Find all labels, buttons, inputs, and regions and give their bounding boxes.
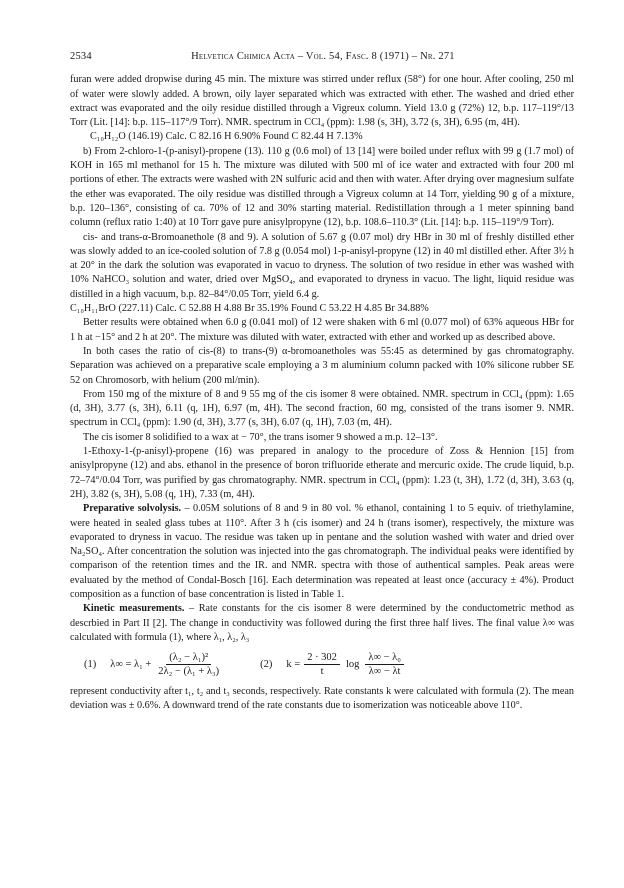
paragraph: The cis isomer 8 solidified to a wax at − 70°, the trans isomer 9 showed a m.p. 12–13°.	[83, 431, 438, 443]
paragraph: 1-Ethoxy-1-(p-anisyl)-propene (16) was prepared in analogy to the procedure of Zoss & Hennion [15] from anisylpropyne (12) and abs. ethanol in the presence of boron trifluoride etherate and mercuric oxide. The crude liquid, b.p. 72–74°/0.04 Torr, was purified by gas chromatography. NMR. spectrum in CCl₄ (ppm): 1.23 (t, 3H), 1.72 (d, 3H), 3.63 (q, 2H), 3.82 (s, 3H), 5.08 (q, 1H), 7.33 (m, 4H).	[70, 446, 574, 500]
denominator: t	[320, 666, 324, 678]
equation-lhs: k =	[286, 658, 301, 670]
numerator: λ∞ − λ₀	[365, 651, 404, 665]
paragraph: b) From 2-chloro-1-(p-anisyl)-propene (13). 110 g (0.6 mol) of 13 [14] were boiled under reflux with 99 g (1.7 mol) of KOH in 165 ml methanol for 15 h. The mixture was diluted with 500 ml of ice water and extracted with four 200 ml portions of ether. The extracts were washed with 2N sulfuric acid and then with water. After drying over magnesium sulfate the ether was evaporated. The oily residue was distilled through a Vigreux column at 14 Torr, yielding 90 g of a mixture, b.p. 120–136°, consisting of ca. 70% of 12 and 30% starting material. Redistillation through a 1 meter spinning band column (reflux ratio 1:40) at 10 Torr gave pure anisylpropyne (12), b.p. 108.6–110.3° (Lit. [14]: b.p. 115–119°/9 Torr).	[70, 145, 574, 229]
paragraph: furan were added dropwise during 45 min. The mixture was stirred under reflux (58°) for one hour. After cooling, 250 ml of water were slowly added. A brown, oily layer separated which was extracted with ether. The washed and dried ether extract was evaporated and the oily residue distilled through a Vigreux column. Yield 13.0 g (72%) 12, b.p. 117–119°/13 Torr (Lit. [14]: b.p. 115–117°/9 Torr). NMR. spectrum in CCl₄ (ppm): 1.98 (s, 3H), 3.72 (s, 3H), 6.95 (m, 4H).	[70, 74, 574, 129]
fraction	[365, 651, 404, 678]
equation-lhs: λ∞ = λ₁ +	[110, 658, 152, 670]
equation-number: (2)	[260, 658, 273, 670]
fraction	[155, 651, 222, 678]
paragraph	[70, 502, 574, 602]
equation-1	[84, 651, 226, 678]
journal-title: Helvetica Chimica Acta – Vol. 54, Fasc. 8 (1971) – Nr. 271	[191, 51, 455, 62]
section-heading: Preparative solvolysis.	[83, 503, 182, 515]
paragraph: represent conductivity after t₁, t₂ and t₃ seconds, respectively. Rate constants k were calculated with formula (2). The mean deviation was ± 0.6%. A downward trend of the rate constants due to isomerization was noticeable above 110°.	[70, 686, 574, 712]
log-operator: log	[345, 658, 360, 670]
section-heading: Kinetic measurements.	[83, 603, 185, 615]
paragraph: cis- and trans-α-Bromoanethole (8 and 9). A solution of 5.67 g (0.07 mol) dry HBr in 30 ml of freshly distilled ether was slowly added to an ice-cooled solution of 7.8 g (0.054 mol) 1-p-anisyl-propyne (12) in 40 ml distilled ether. After 3½ h at 20° in the dark the solution was evaporated in vacuo to dryness. The solution of two residue in ether was washed with 10% NaHCO₃ solution and water, dried over MgSO₄, and evaporated to dryness in vacuo. The light, liquid residue was distilled in a high vacuum, b.p. 82–84°/0.05 Torr, yield 6.4 g.	[70, 231, 574, 300]
paragraph: Better results were obtained when 6.0 g (0.041 mol) of 12 were shaken with 6 ml (0.077 mol) of 63% aqueous HBr for 1 h at −15° and 2 h at 20°. The mixture was diluted with water, extracted with ether and worked up as described above.	[70, 317, 574, 343]
equation-2	[260, 651, 408, 678]
denominator: 2λ₂ − (λ₁ + λ₃)	[158, 666, 220, 678]
equation-number: (1)	[84, 658, 97, 670]
analysis-line: C₁₀H₁₂O (146.19) Calc. C 82.16 H 6.90% Found C 82.44 H 7.13%	[90, 131, 363, 143]
analysis-line: C₁₀H₁₁BrO (227.11) Calc. C 52.88 H 4.88 Br 35.19% Found C 53.22 H 4.85 Br 34.88%	[70, 303, 429, 315]
running-header	[70, 50, 574, 64]
fraction	[304, 651, 340, 678]
numerator: 2 · 302	[304, 651, 340, 665]
denominator: λ∞ − λt	[368, 666, 401, 678]
paragraph: In both cases the ratio of cis-(8) to trans-(9) α-bromoanetholes was 55:45 as determined by gas chromatography. Separation was achieved on a preparative scale employing a 3 m aluminium column packed with 10% silicone rubber SE 52 on Chromosorb, with helium (200 ml/min).	[70, 345, 574, 386]
page	[70, 50, 574, 714]
paragraph-text: – Rate constants for the cis isomer 8 were determined by the conductometric method as descrbied in Part II [2]. The change in conductivity was followed during the first three half lives. The final value λ∞ was calculated with formula (1), where λ₁, λ₂, λ₃	[70, 603, 575, 643]
numerator: (λ₂ − λ₁)²	[166, 651, 211, 665]
paragraph: From 150 mg of the mixture of 8 and 9 55 mg of the cis isomer 8 were obtained. NMR. spectrum in CCl₄ (ppm): 1.65 (d, 3H), 3.77 (s, 3H), 6.11 (q, 1H), 6.97 (m, 4H). The second fraction, 60 mg, consisted of the trans isomer 9. NMR. spectrum in CCl₄ (ppm): 1.90 (d, 3H), 3.77 (s, 3H), 6.07 (q, 1H), 7.03 (m, 4H).	[70, 388, 574, 429]
equations	[70, 651, 574, 678]
page-number: 2534	[70, 51, 92, 62]
paragraph-text: – 0.05M solutions of 8 and 9 in 80 vol. % ethanol, containing 1 to 5 equiv. of triethylamine, were heated in sealed glass tubes at 110°. After 3 h (cis isomer) and 24 h (trans isomer), respectively, the mixture was evaporated to dryness in vacuo. The residue was taken up in pentane and the solution washed with water and dried over Na₂SO₄. After concentration the solution was injected into the gas chromatograph. The individual peaks were identified by comparison of the retention times and the IR. and NMR. spectra with those of authentical samples. Peak areas were evaluated by the method of Condal-Bosch [16]. Each determination was repeated at least once (accuracy ± 4%). Product composition as a function of base concentration is listed in Table 1.	[70, 503, 574, 600]
paragraph	[70, 602, 574, 645]
